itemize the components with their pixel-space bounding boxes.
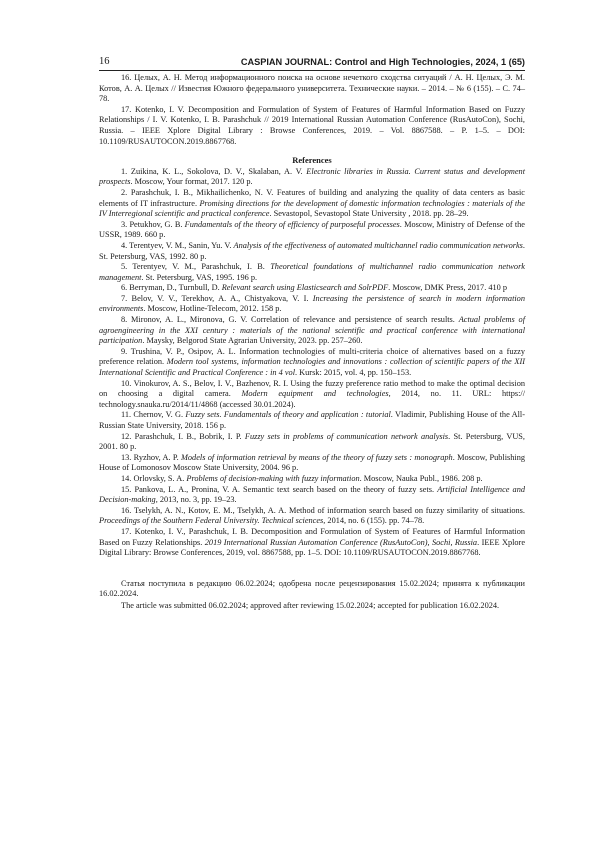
reference-source-title: Modern equipment and technologies: [241, 389, 389, 399]
reference-source-title: Proceedings of the Southern Federal University. Technical sciences: [99, 516, 324, 526]
reference-entry: [99, 347, 525, 379]
russian-references-tail: [99, 73, 525, 147]
running-title: CASPIAN JOURNAL: Control and High Technologies, 2024, 1 (65): [240, 57, 525, 67]
reference-text: . St. Petersburg, VUS, 2001. 80 p.: [99, 431, 525, 452]
reference-text: 17. Kotenko, I. V. Decomposition and Formulation of System of Features of Harmful Information Based on Fuzzy Relationships / I. V. Kotenko, I. B. Parashchuk // 2019 International Russian Automation Conference (RusAutoCon), Sochi, Russia. – IEEE Xplore Digital Library : Browse Conferences, 2019. – Vol. 8867588. – P. 1–5. – DOI: 10.1109/RUSAUTOCON.2019.8867768.: [99, 104, 525, 146]
reference-source-title: Fundamentals of the theory of efficiency of purposeful processes: [184, 219, 400, 229]
reference-entry-russian: [99, 105, 525, 147]
article-history: [99, 579, 525, 612]
reference-text: 1. Zuikina, K. L., Sokolova, D. V., Skalaban, A. V.: [121, 166, 307, 176]
reference-text: 10. Vinokurov, A. S., Belov, I. V., Bazhenov, R. I. Using the fuzzy preference ratio method to make the optimal decision on choosing a digital camera.: [99, 378, 525, 399]
reference-text: . Sevastopol, Sevastopol State University , 2018. pp. 28–29.: [269, 209, 469, 219]
reference-text: 5. Terentyev, V. M., Parashchuk, I. B.: [121, 262, 271, 272]
reference-source-title: Fuzzy sets. Fundamentals of theory and application : tutorial: [185, 410, 391, 420]
reference-text: 16. Tselykh, A. N., Kotov, E. M., Tselykh, A. A. Method of information search based on fuzzy similarity of situations.: [121, 505, 525, 515]
reference-text: 16. Целых, А. Н. Метод информационного поиска на основе нечеткого сходства ситуаций / А. Н. Целых, Э. М. Котов, А. А. Целых // Известия Южного федерального университета. Технические науки. – 2014. – № 6 (155). – С. 74–78.: [99, 73, 525, 104]
reference-text: . Moscow, Your format, 2017. 120 p.: [130, 177, 253, 187]
reference-text: 6. Berryman, D., Turnbull, D.: [121, 283, 222, 293]
reference-entry: [99, 315, 525, 347]
reference-source-title: Promising directions for the development of domestic information technologies : materials of the IV Interregional scientific and practical conference: [99, 198, 525, 219]
reference-entry: [99, 379, 525, 411]
reference-source-title: Modern tool systems, information technologies and innovations : collection of scientific papers of the XII International Scientific and Practical Conference : in 4 vol: [99, 357, 525, 378]
references-heading: References: [292, 155, 332, 166]
references-list: [99, 167, 525, 559]
reference-source-title: Theoretical foundations of multichannel radio communication network management: [99, 262, 525, 282]
reference-text: 15. Pankova, L. A., Pronina, V. A. Semantic text search based on the theory of fuzzy sets.: [121, 484, 438, 494]
reference-entry: [99, 220, 525, 241]
reference-entry: [99, 294, 525, 315]
reference-text: 7. Belov, V. V., Terekhov, A. A., Chistyakova, V. I.: [121, 293, 313, 303]
reference-text: 4. Terentyev, V. M., Sanin, Yu. V.: [121, 240, 234, 250]
reference-source-title: 2019 International Russian Automation Conference (RusAutoCon), Sochi, Russia: [204, 537, 478, 547]
reference-text: 17. Kotenko, I. V., Parashchuk, I. B. Decomposition and Formulation of System of Features of Harmful Information Based on Fuzzy Relationships.: [99, 526, 525, 547]
reference-text: 9. Trushina, V. P., Osipov, A. L. Information technologies of multi-criteria choice of alternatives based on a fuzzy preference relation.: [99, 346, 525, 367]
reference-entry: [99, 453, 525, 474]
reference-entry: [99, 474, 525, 485]
reference-text: . Moscow, Hotline-Telecom, 2012. 158 p.: [143, 304, 282, 314]
page-number: 16: [99, 56, 110, 67]
reference-entry: [99, 188, 525, 220]
reference-entry: [99, 241, 525, 262]
reference-text: . St. Petersburg, VAS, 1995. 196 p.: [141, 272, 258, 282]
reference-entry-russian: [99, 73, 525, 105]
reference-source-title: Relevant search using Elasticsearch and SolrPDF: [221, 283, 389, 293]
reference-text: , 2014, no. 11. URL: https:// technology.snauka.ru/2014/11/4868 (accessed 30.01.2024).: [99, 389, 526, 409]
reference-entry: [99, 262, 525, 283]
reference-text: 3. Petukhov, G. B.: [121, 219, 185, 229]
reference-text: . St. Petersburg, VAS, 1992. 80 p.: [99, 240, 525, 261]
reference-text: . Moscow, Publishing House of Lomonosov Moscow State University, 2004. 96 p.: [99, 452, 525, 473]
reference-source-title: Electronic libraries in Russia. Current status and development prospects: [99, 166, 525, 187]
reference-entry: [99, 432, 525, 453]
reference-entry: [99, 167, 525, 188]
reference-entry: [99, 485, 525, 506]
page-content: [99, 73, 525, 613]
page-header: [99, 54, 525, 70]
reference-entry: [99, 506, 525, 527]
reference-text: . Maysky, Belgorod State Agrarian University, 2023. pp. 257–260.: [142, 336, 363, 346]
reference-source-title: Models of information retrieval by means of the theory of fuzzy sets : monograph: [181, 452, 453, 462]
reference-text: . IEEE Xplore Digital Library: Browse Conferences, 2019, vol. 8867588, pp. 1–5. DOI: 10.1109/RUSAUTOCON.2019.8867768.: [99, 537, 525, 558]
reference-text: 11. Chernov, V. G.: [121, 410, 186, 420]
reference-text: , 2013, no. 3, pp. 19–23.: [155, 495, 237, 505]
reference-text: . Moscow, Nauka Publ., 1986. 208 p.: [359, 473, 483, 483]
reference-text: 13. Ryzhov, A. P.: [121, 452, 181, 462]
reference-source-title: Increasing the persistence of search in modern information environments: [99, 293, 525, 314]
reference-text: 2. Parashchuk, I. B., Mikhailichenko, N. V. Features of building and analyzing the quality of data centers as basic elements of IT infrastructure.: [99, 187, 525, 208]
reference-source-title: Problems of decision-making with fuzzy information: [186, 473, 360, 483]
reference-source-title: Analysis of the effectiveness of automated multichannel radio communication networks: [233, 240, 523, 250]
reference-entry: [99, 527, 525, 559]
reference-text: 14. Orlovsky, S. A.: [121, 473, 187, 483]
reference-source-title: Fuzzy sets in problems of communication network analysis: [244, 431, 449, 441]
reference-entry: [99, 410, 525, 431]
article-dates-english: The article was submitted 06.02.2024; approved after reviewing 15.02.2024; accepted for publication 16.02.2024.: [121, 600, 500, 610]
reference-source-title: Actual problems of agroengineering in the XXI century : materials of the national scientific and practical conference with international participation: [99, 315, 525, 346]
reference-text: 12. Parashchuk, I. B., Bobrik, I. P.: [121, 431, 245, 441]
reference-text: . Moscow, Ministry of Defense of the USSR, 1989. 660 p.: [99, 219, 525, 240]
reference-text: , 2014, no. 6 (155). pp. 74–78.: [323, 516, 425, 526]
article-dates-russian: Статья поступила в редакцию 06.02.2024; одобрена после рецензирования 15.02.2024; принята к публикации 16.02.2024.: [99, 578, 525, 599]
reference-text: . Vladimir, Publishing House of the All-Russian State University, 2018. 156 p.: [99, 410, 525, 430]
reference-source-title: Artificial Intelligence and Decision-making: [99, 484, 525, 505]
reference-text: 8. Mironov, A. L., Mironova, G. V. Correlation of relevance and persistence of search results.: [121, 315, 459, 325]
reference-text: . Kursk: 2015, vol. 4, pp. 150–153.: [295, 368, 412, 378]
reference-text: . Moscow, DMK Press, 2017. 410 p: [388, 283, 508, 293]
header-rule: [99, 70, 525, 71]
reference-entry: [99, 283, 525, 294]
